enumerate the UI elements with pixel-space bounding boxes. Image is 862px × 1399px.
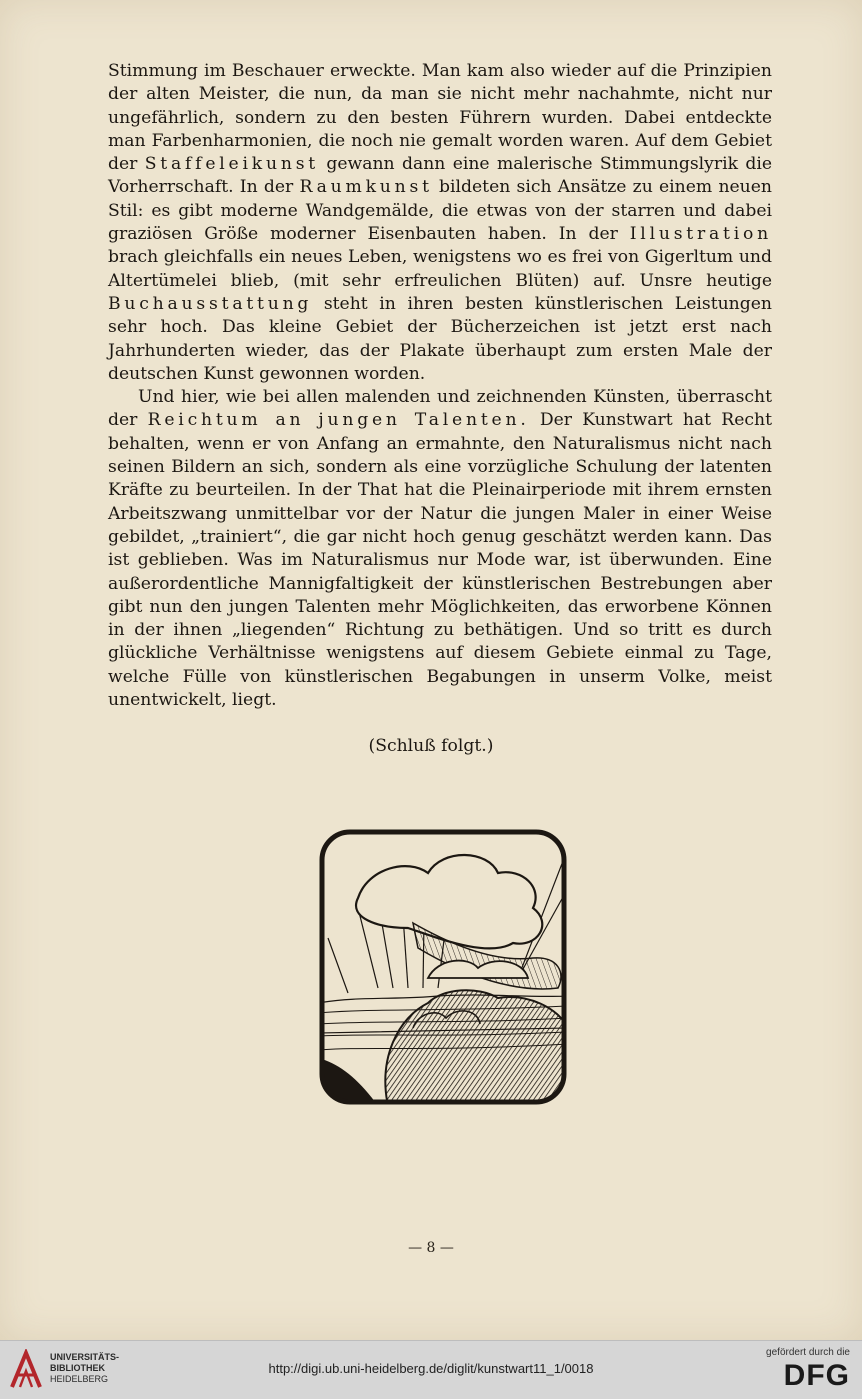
spaced-term-illustration: Illustration	[629, 224, 772, 245]
text-run: Und hier, wie bei allen malenden und zeichnenden Künsten, überrascht der	[108, 387, 772, 431]
viewer-footer	[0, 1340, 862, 1399]
page-number: — 8 —	[408, 1240, 454, 1256]
library-line-2: BIBLIOTHEK	[50, 1363, 105, 1373]
paragraph-1	[108, 60, 772, 386]
landscape-woodcut-icon	[318, 828, 568, 1106]
closing-note: (Schluß folgt.)	[368, 736, 494, 756]
spaced-term-reichtum: Reichtum an jungen Talenten.	[147, 410, 530, 431]
funding-caption: gefördert durch die	[766, 1347, 850, 1358]
text-run: bildeten sich Ansätze zu einem neuen Stil: es gibt moderne Wandgemälde, die etwas von der starren und dabei graziösen Größe moderner Eisenbauten haben. In der	[108, 177, 772, 245]
text-run: brach gleichfalls ein neues Leben, wenigstens wo es frei von Gigerltum und Altertümelei blieb, (mit sehr erfreulichen Blüten) auf. Unsre heutige	[108, 247, 772, 291]
library-line-3: HEIDELBERG	[50, 1374, 109, 1384]
spaced-term-raumkunst: Raumkunst	[299, 177, 433, 198]
text-run: Der Kunstwart hat Recht behalten, wenn er von Anfang an ermahnte, den Naturalismus nicht nach seinen Bildern an sich, sondern als eine vorzügliche Schulung der latenten Kräfte zu beurteilen. In der That hat die Pleinairperiode mit ihrem ernsten Arbeitszwang unmittelbar vor der Natur die jungen Maler in einer Weise gebildet, „trainiert“, die gar nicht hoch genug geschätzt werden kann. Das ist geblieben. Was im Naturalismus nur Mode war, ist überwunden. Eine außerordentliche Mannigfaltigkeit der künstlerischen Bestrebungen aber gibt nun den jungen Talenten mehr Möglichkeiten, das erworbene Können in der ihnen „liegenden“ Richtung zu bethätigen. Und so tritt es durch glückliche Verhältnisse wenigstens auf diesem Gebiete einmal zu Tage, welche Fülle von künstlerischen Begabungen in unserm Volke, meist unentwickelt, liegt.	[108, 410, 773, 711]
spaced-term-buchausstattung: Buchausstattung	[108, 293, 313, 314]
paragraph-2	[108, 386, 772, 712]
dfg-logo: DFG	[783, 1359, 850, 1392]
permalink-url[interactable]: http://digi.ub.uni-heidelberg.de/diglit/kunstwart11_1/0018	[268, 1361, 594, 1376]
spaced-term-staffeleikunst: Staffeleikunst	[144, 154, 319, 175]
text-run: Stimmung im Beschauer erweckte. Man kam also wieder auf die Prinzipien der alten Meister, die nun, da man sie nicht mehr nachahmte, nicht nur ungefährlich, sondern zu den besten Führern wurden. Dabei entdeckte man Farbenharmonien, die noch nie gemalt worden waren. Auf dem Gebiet der	[108, 61, 772, 175]
text-run: steht in ihren besten künstlerischen Leistungen sehr hoch. Das kleine Gebiet der Bücherzeichen ist jetzt erst nach Jahrhunderten wieder, das der Plakate überhaupt zum ersten Male der deutschen Kunst gewonnen worden.	[108, 293, 772, 384]
text-run: gewann dann eine malerische Stimmungslyrik die Vorherrschaft. In der	[108, 154, 772, 198]
article-body	[108, 60, 772, 712]
library-line-1: UNIVERSITÄTS-	[50, 1352, 120, 1362]
